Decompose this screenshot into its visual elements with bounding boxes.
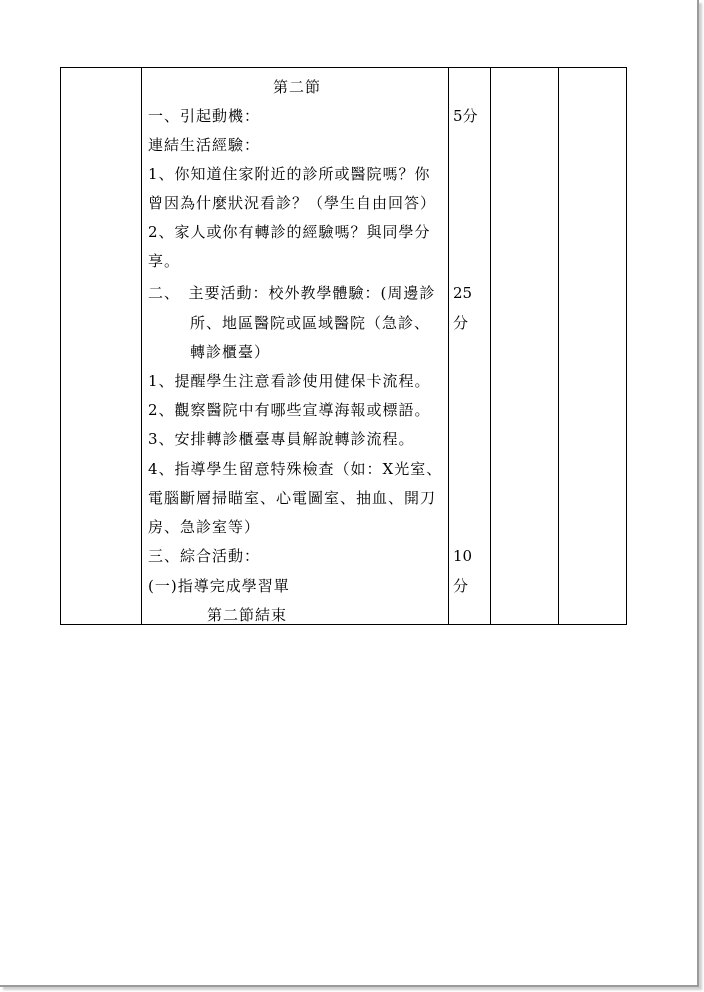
column-time — [448, 68, 491, 624]
content-line: 3、安排轉診櫃臺專員解說轉診流程。 — [148, 430, 415, 448]
column-blank-assessment — [558, 68, 627, 624]
time-value: 25 — [453, 284, 473, 302]
content-line: 轉診櫃臺） — [190, 343, 271, 361]
content-line: 電腦斷層掃瞄室、心電圖室、抽血、開刀 — [148, 489, 437, 507]
content-line: 一、引起動機： — [148, 107, 261, 125]
column-activity-content — [141, 68, 449, 624]
content-line: 1、你知道住家附近的診所或醫院嗎？你 — [148, 165, 431, 183]
section-title: 第二節 — [273, 78, 322, 96]
content-line: 曾因為什麼狀況看診？（學生自由回答） — [148, 194, 437, 212]
content-line: 1、提醒學生注意看診使用健保卡流程。 — [148, 372, 431, 390]
content-line: (一)指導完成學習單 — [148, 577, 290, 595]
section-end: 第二節結束 — [207, 606, 288, 624]
time-unit: 分 — [453, 314, 469, 332]
content-line: 連結生活經驗： — [148, 136, 261, 154]
lesson-plan-table — [60, 67, 627, 625]
time-unit: 分 — [453, 577, 469, 595]
content-line: 2、觀察醫院中有哪些宣導海報或標語。 — [148, 401, 431, 419]
content-line: 所、地區醫院或區域醫院（急診、 — [190, 314, 431, 332]
column-blank-resources — [490, 68, 559, 624]
content-line: 房、急診室等） — [148, 518, 261, 536]
time-value: 5分 — [453, 107, 478, 125]
content-line: 三、綜合活動： — [148, 547, 261, 565]
column-blank-left — [61, 68, 142, 624]
content-line: 二、 主要活動：校外教學體驗：(周邊診 — [148, 284, 436, 302]
time-value: 10 — [453, 547, 473, 565]
content-line: 4、指導學生留意特殊檢查（如：X光室、 — [148, 460, 443, 478]
content-line: 享。 — [148, 252, 181, 270]
content-line: 2、家人或你有轉診的經驗嗎？與同學分 — [148, 223, 431, 241]
